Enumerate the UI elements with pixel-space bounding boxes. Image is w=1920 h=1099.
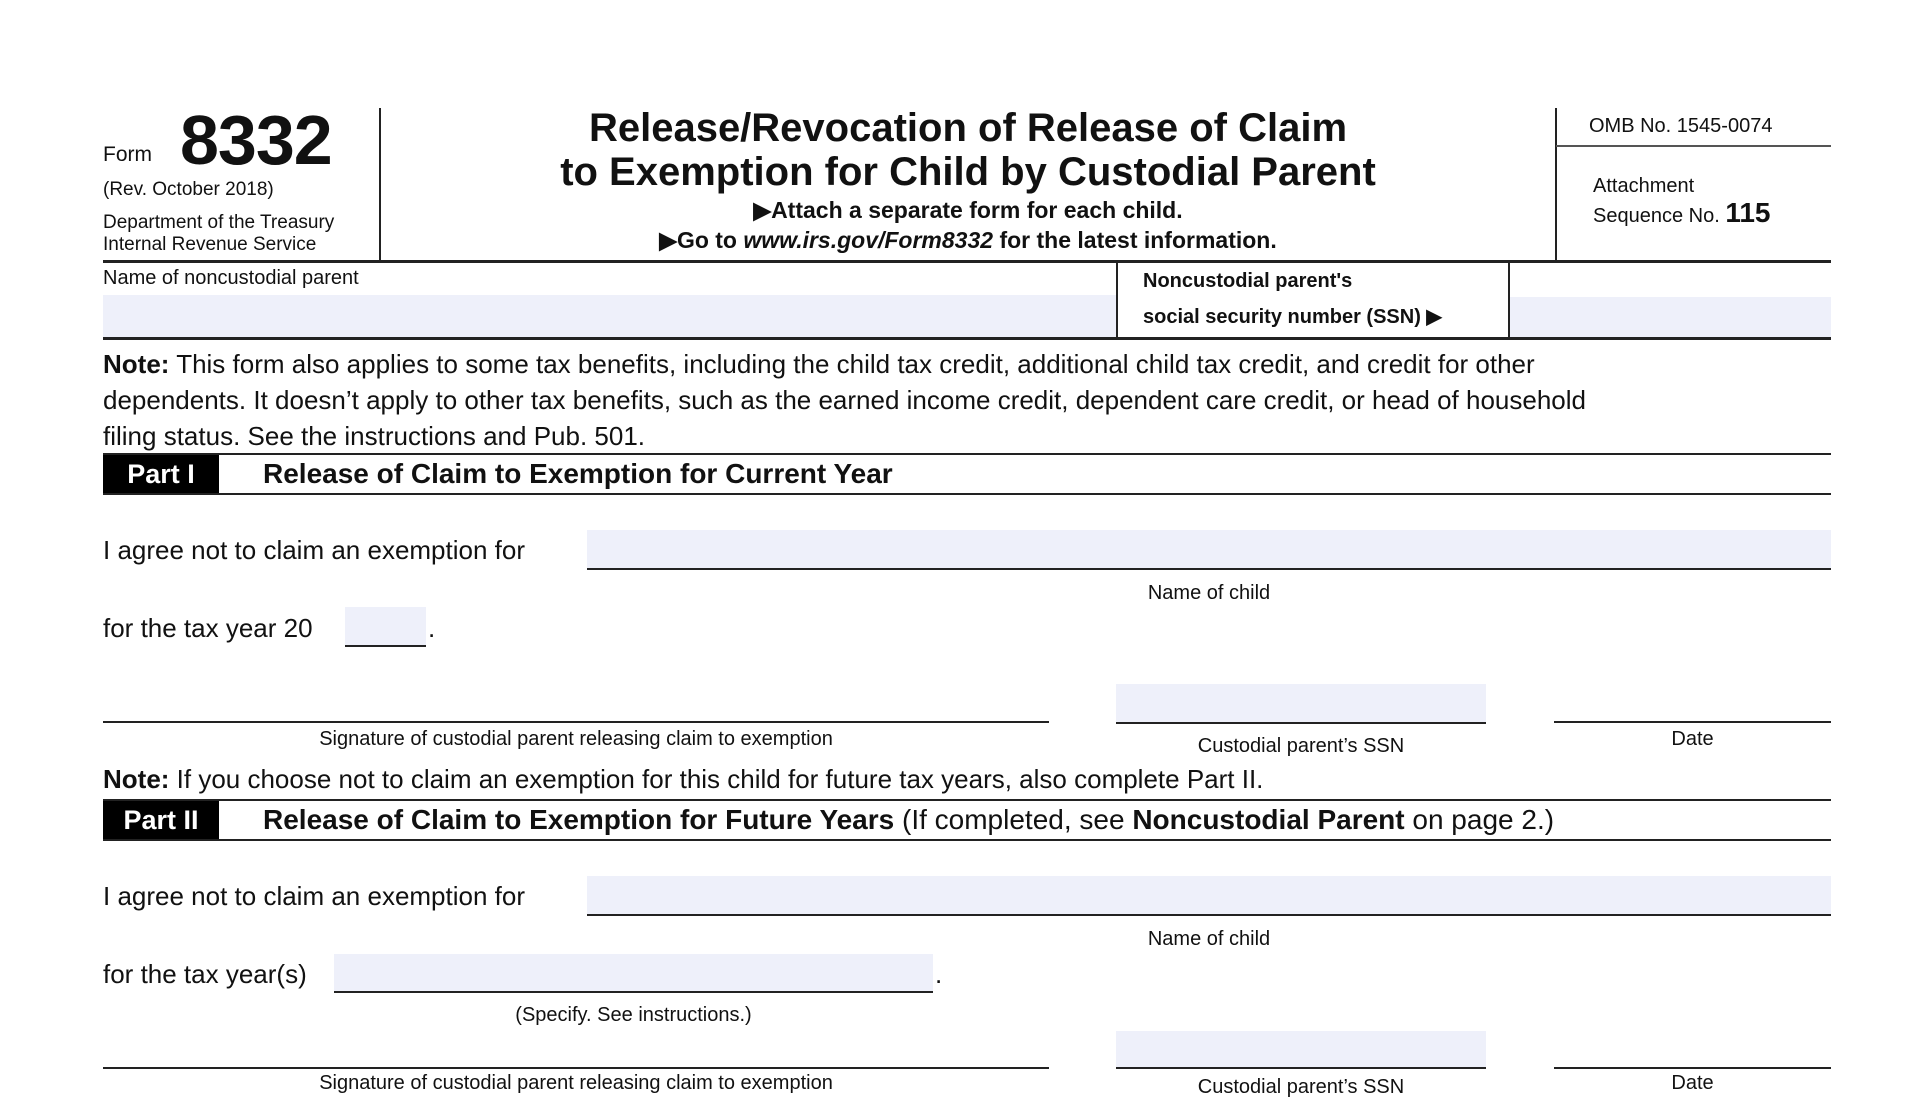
title-line-1: Release/Revocation of Release of Claim [588,106,1348,150]
part-1-date-line[interactable] [1554,721,1831,723]
irs-link[interactable]: www.irs.gov/Form8332 [743,227,994,253]
part-2-title: Release of Claim to Exemption for Future Years (If completed, see Noncustodial Parent on page 2.) [263,804,1555,835]
row-divider [1116,262,1118,338]
part-2-child-name-input[interactable] [587,876,1831,916]
part-2-date-label: Date [1671,1072,1714,1094]
header-rule [103,260,1831,263]
instruction-1: ▶Attach a separate form for each child. [753,197,1183,223]
form-prefix: Form [103,143,152,166]
note-2: Note: If you choose not to claim an exemption for this child for future tax years, also complete Part II. [103,764,1264,794]
service: Internal Revenue Service [103,234,317,255]
part-1-tag: Part I [103,455,219,493]
part-2-signature-line[interactable] [103,1067,1049,1069]
part-1-signature-line[interactable] [103,721,1049,723]
part-1-tax-year-input[interactable] [345,607,426,647]
part-2-header [103,799,1831,841]
sequence-number: 115 [1725,197,1771,228]
period: . [935,959,943,989]
department: Department of the Treasury [103,212,335,233]
arrow-right-icon: ▶ [753,197,772,223]
row-rule [103,337,1831,340]
part-1-agree-text: I agree not to claim an exemption for [103,535,526,565]
ssn-label-1: Noncustodial parent's [1143,270,1353,292]
part-2-agree-text: I agree not to claim an exemption for [103,881,526,911]
part-1-ssn-label: Custodial parent’s SSN [1197,735,1405,757]
part-1-custodial-ssn-input[interactable] [1116,684,1486,724]
omb-number: OMB No. 1545-0074 [1589,115,1773,137]
noncustodial-name-label: Name of noncustodial parent [103,267,359,289]
arrow-right-icon: ▶ [659,227,677,253]
part-2-ssn-label: Custodial parent’s SSN [1197,1076,1405,1098]
part-1-child-name-label: Name of child [1147,582,1271,604]
ssn-label-2: social security number (SSN) ▶ [1143,306,1442,328]
instruction-2: ▶Go to www.irs.gov/Form8332 for the latest information. [659,227,1277,253]
part-2-tag: Part II [103,801,219,839]
sequence: Sequence No. 115 [1593,197,1771,228]
form-number: 8332 [180,101,332,179]
part-1-child-name-input[interactable] [587,530,1831,570]
note-1: Note: This form also applies to some tax benefits, including the child tax credit, additional child tax credit, and credit for other dependents. It doesn’t apply to other tax benefits, such as the earned income credit, dependent care credit, or head of household filing status. See the instructions and Pub. 501. [103,349,1586,451]
part-2-tax-years-text: for the tax year(s) [103,959,307,989]
noncustodial-ssn-input[interactable] [1510,297,1831,337]
period: . [428,613,436,643]
title-line-2: to Exemption for Child by Custodial Parent [560,150,1376,194]
part-1-date-label: Date [1671,728,1714,750]
omb-rule [1556,145,1831,147]
part-1-tax-year-text: for the tax year 20 [103,613,313,643]
part-2-custodial-ssn-input[interactable] [1116,1031,1486,1069]
part-1-header [103,453,1831,495]
attachment-label: Attachment [1593,175,1695,197]
noncustodial-name-input[interactable] [103,295,1116,337]
part-2-signature-label: Signature of custodial parent releasing claim to exemption [319,1072,833,1094]
part-2-specify-label: (Specify. See instructions.) [515,1004,752,1026]
part-1-signature-label: Signature of custodial parent releasing claim to exemption [319,728,833,750]
part-1-title: Release of Claim to Exemption for Current Year [263,458,893,489]
omb-divider [1555,108,1557,261]
part-2-tax-years-input[interactable] [334,954,933,993]
part-2-child-name-label: Name of child [1147,928,1271,950]
revision-date: (Rev. October 2018) [103,179,274,200]
part-2-date-line[interactable] [1554,1067,1831,1069]
form-title [380,106,1556,194]
